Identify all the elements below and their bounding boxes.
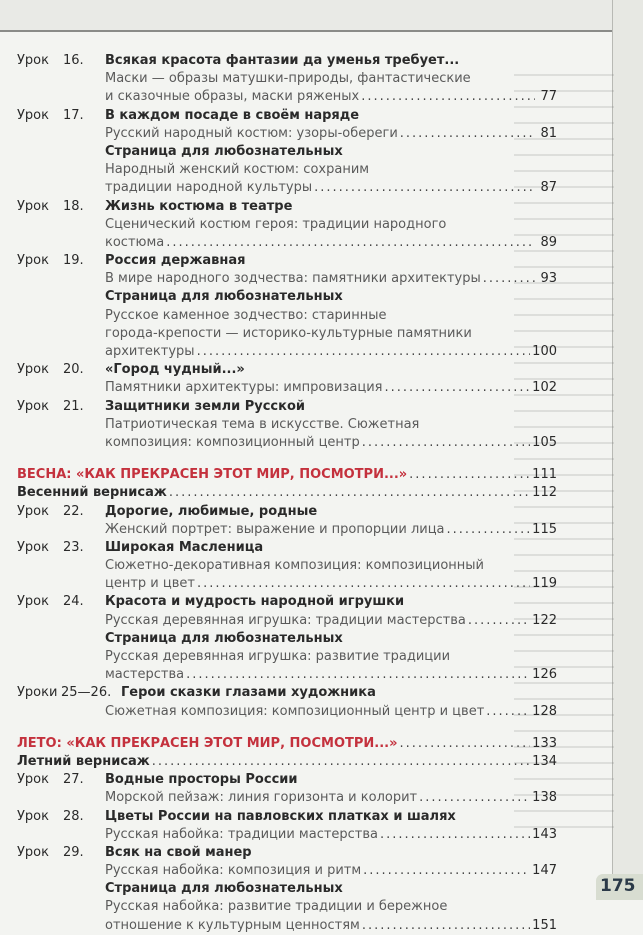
toc-row (17, 125, 557, 143)
lesson-number: 25—26. (61, 685, 112, 701)
lesson-title: Россия державная (105, 253, 246, 269)
lesson-label: Урок (17, 253, 49, 269)
lesson-title: «Город чудный...» (105, 362, 245, 378)
lesson-label: Урок (17, 772, 49, 788)
toc-row (17, 398, 557, 416)
lesson-label: Урок (17, 107, 49, 123)
lesson-number: 21. (63, 398, 84, 414)
topic-text: Русская деревянная игрушка: традиции мастерства (105, 612, 466, 628)
topic-text: Народный женский костюм: сохраним (105, 162, 370, 178)
toc-row (17, 593, 557, 611)
page-ref: 100 (532, 344, 557, 359)
toc-row (17, 789, 557, 807)
toc-row (17, 107, 557, 125)
page-ref: 147 (532, 863, 557, 879)
page-ref: 87 (540, 180, 557, 196)
page-ref: 128 (532, 703, 557, 719)
lesson-number: 16. (63, 53, 84, 68)
topic-text: Русская деревянная игрушка: развитие традиции (105, 649, 451, 664)
toc-row (17, 630, 557, 648)
dot-leader (384, 379, 530, 397)
page-ref: 105 (532, 434, 557, 450)
toc-row (17, 648, 557, 666)
lesson-label: Урок (17, 398, 49, 414)
toc-row (17, 343, 557, 361)
dot-leader (486, 703, 530, 721)
topic-text: композиция: композиционный центр (105, 434, 360, 450)
toc-row (17, 521, 557, 539)
lesson-label: Урок (17, 503, 49, 519)
dot-leader (419, 789, 530, 807)
toc-row (17, 70, 557, 88)
page-ref: 151 (532, 917, 557, 933)
lesson-title: Водные просторы России (105, 772, 298, 788)
toc-row (17, 161, 557, 179)
toc-row (17, 270, 557, 288)
topic-text: Русская набойка: композиция и ритм (105, 863, 362, 879)
topic-text: традиции народной культуры (105, 180, 313, 196)
dot-leader (400, 125, 535, 143)
lesson-title: Широкая Масленица (105, 539, 264, 555)
topic-text: архитектуры (105, 344, 195, 359)
page-ref: 122 (532, 612, 557, 628)
lesson-number: 19. (63, 253, 84, 269)
page-number: 175 (600, 876, 636, 896)
page-ref: 81 (540, 125, 557, 141)
toc-row (17, 179, 557, 197)
toc-row (17, 252, 557, 270)
lesson-title: В каждом посаде в своём наряде (105, 107, 360, 123)
topic-text: Русская набойка: традиции мастерства (105, 826, 379, 842)
lesson-title: Цветы России на павловских платках и шалях (105, 808, 456, 824)
dot-leader (166, 234, 535, 252)
page-ref: 77 (540, 89, 557, 105)
lesson-number: 17. (63, 107, 84, 123)
lesson-title: Страница для любознательных (105, 881, 343, 897)
topic-text: и сказочные образы, маски ряженых (105, 89, 360, 105)
page-ref: 93 (540, 271, 557, 287)
topic-text: города-крепости — историко-культурные памятники (105, 325, 472, 341)
toc-row (17, 288, 557, 306)
topic-text: Маски — образы матушки-природы, фантастические (105, 71, 471, 87)
dot-leader (363, 862, 530, 880)
page-ref: 102 (532, 380, 557, 396)
page-ref: 119 (532, 576, 557, 592)
topic-text: В мире народного зодчества: памятники архитектуры (105, 271, 481, 287)
lesson-label: Уроки (17, 685, 58, 701)
toc-row (17, 862, 557, 880)
lesson-number: 27. (63, 772, 84, 788)
toc-row (17, 307, 557, 325)
dot-leader (483, 270, 535, 288)
page-ref: 133 (532, 735, 557, 751)
topic-text: Русское каменное зодчество: старинные (105, 307, 387, 323)
toc-row (17, 484, 557, 502)
lesson-label: Урок (17, 53, 49, 68)
toc-row (17, 416, 557, 434)
toc-row (17, 198, 557, 216)
lesson-number: 23. (63, 539, 84, 555)
lesson-number: 28. (63, 808, 84, 824)
lesson-title: Летний вернисаж (17, 753, 150, 769)
toc-row (17, 917, 557, 935)
lesson-title: Страница для любознательных (105, 143, 343, 159)
section-title: ЛЕТО: «КАК ПРЕКРАСЕН ЭТОТ МИР, ПОСМОТРИ...» (17, 735, 398, 751)
dot-leader (400, 735, 531, 753)
dot-leader (361, 88, 535, 106)
dot-leader (362, 434, 530, 452)
toc-row (17, 826, 557, 844)
lesson-number: 22. (63, 503, 84, 519)
dot-leader (362, 917, 530, 935)
topic-text: Русская набойка: развитие традиции и бережное (105, 899, 448, 915)
page-edge (612, 0, 643, 900)
topic-text: отношение к культурным ценностям (105, 917, 360, 933)
page-ref: 134 (532, 753, 557, 769)
topic-text: центр и цвет (105, 576, 195, 592)
page-ref: 143 (532, 826, 557, 842)
toc-row (17, 666, 557, 684)
lesson-label: Урок (17, 594, 49, 610)
toc-row (17, 753, 557, 771)
toc-row (17, 325, 557, 343)
topic-text: Памятники архитектуры: импровизация (105, 380, 383, 396)
lesson-number: 18. (63, 198, 84, 214)
toc-row (17, 379, 557, 397)
section-title: ВЕСНА: «КАК ПРЕКРАСЕН ЭТОТ МИР, ПОСМОТРИ...» (17, 467, 408, 483)
top-bar (0, 0, 643, 32)
dot-leader (447, 521, 531, 539)
lesson-title: Всяк на свой манер (105, 844, 252, 860)
toc-row (17, 612, 557, 630)
lesson-title: Страница для любознательных (105, 289, 343, 305)
lesson-number: 29. (63, 844, 84, 860)
toc-row (17, 216, 557, 234)
toc-row (17, 684, 557, 702)
dot-leader (380, 826, 530, 844)
page-ref: 126 (532, 667, 557, 683)
dot-leader (169, 484, 530, 502)
table-of-contents (17, 52, 557, 935)
topic-text: Женский портрет: выражение и пропорции лица (105, 521, 445, 537)
lesson-title: Красота и мудрость народной игрушки (105, 594, 405, 610)
lesson-title: Всякая красота фантазии да уменья требует... (105, 53, 460, 68)
lesson-label: Урок (17, 362, 49, 378)
dot-leader (468, 612, 530, 630)
toc-row (17, 234, 557, 252)
topic-text: Морской пейзаж: линия горизонта и колорит (105, 790, 418, 806)
toc-row (17, 880, 557, 898)
toc-row (17, 898, 557, 916)
dot-leader (314, 179, 535, 197)
topic-text: костюма (105, 234, 165, 250)
dot-leader (186, 666, 530, 684)
page-ref: 112 (532, 485, 557, 501)
page-ref: 89 (540, 234, 557, 250)
toc-row (17, 539, 557, 557)
toc-row (17, 88, 557, 106)
toc-section-heading (17, 466, 557, 484)
lesson-label: Урок (17, 198, 49, 214)
toc-row (17, 52, 557, 70)
lesson-title: Весенний вернисаж (17, 485, 167, 501)
page-ref: 138 (532, 790, 557, 806)
dot-leader (197, 343, 531, 361)
lesson-title: Герои сказки глазами художника (121, 685, 376, 701)
topic-text: мастерства (105, 667, 185, 683)
toc-section-heading (17, 735, 557, 753)
toc-row (17, 844, 557, 862)
topic-text: Сценический костюм героя: традиции народного (105, 216, 447, 232)
topic-text: Сюжетная композиция: композиционный центр и цвет (105, 703, 485, 719)
page-ref: 111 (532, 467, 557, 483)
lesson-title: Жизнь костюма в театре (105, 198, 293, 214)
toc-row (17, 771, 557, 789)
dot-leader (409, 466, 530, 484)
lesson-title: Защитники земли Русской (105, 398, 306, 414)
toc-row (17, 434, 557, 452)
toc-row (17, 361, 557, 379)
toc-row (17, 575, 557, 593)
topic-text: Патриотическая тема в искусстве. Сюжетная (105, 416, 420, 432)
dot-leader (197, 575, 530, 593)
lesson-label: Урок (17, 844, 49, 860)
lesson-number: 20. (63, 362, 84, 378)
lesson-number: 24. (63, 594, 84, 610)
lesson-label: Урок (17, 539, 49, 555)
lesson-label: Урок (17, 808, 49, 824)
toc-row (17, 143, 557, 161)
topic-text: Русский народный костюм: узоры-обереги (105, 125, 398, 141)
topic-text: Сюжетно-декоративная композиция: композиционный (105, 558, 485, 574)
dot-leader (152, 753, 530, 771)
page-ref: 115 (532, 521, 557, 537)
toc-row (17, 503, 557, 521)
toc-row (17, 557, 557, 575)
lesson-title: Страница для любознательных (105, 630, 343, 646)
toc-row (17, 808, 557, 826)
lesson-title: Дорогие, любимые, родные (105, 503, 318, 519)
toc-row (17, 703, 557, 721)
